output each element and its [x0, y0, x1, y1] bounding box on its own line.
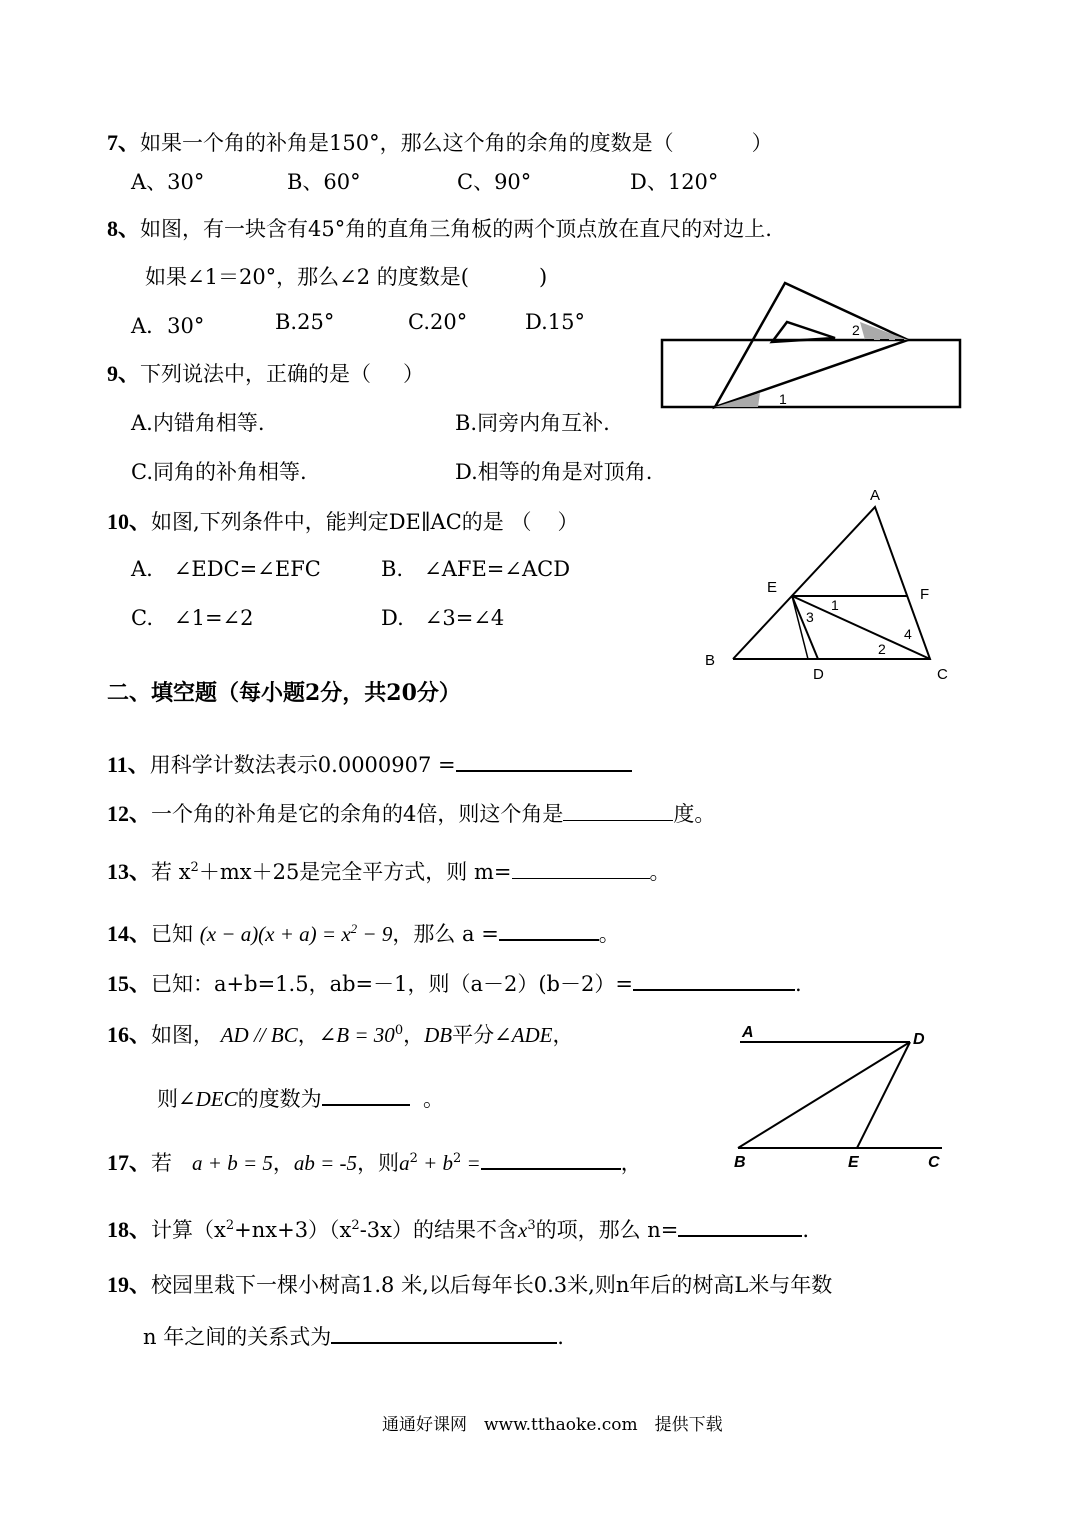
q16-expr2: ∠B = 30: [318, 1023, 395, 1047]
q14-sup: 2: [350, 921, 358, 936]
q8-line2-text: 如果∠1＝20°，那么∠2 的度数是(: [145, 265, 470, 289]
angle-1-label: 1: [779, 391, 787, 407]
q11-number: 11、: [107, 752, 150, 777]
q10-option-a: A. ∠EDC=∠EFC: [131, 557, 321, 581]
label-a: A: [870, 487, 881, 504]
q8-line2: [145, 261, 547, 291]
q18-text: 的项，那么 n=: [535, 1218, 679, 1242]
q8-number: 8、: [107, 216, 141, 241]
q18-expr: x: [518, 1218, 528, 1242]
q18-mid: +nx+3）（x: [234, 1218, 352, 1242]
q15-number: 15、: [107, 971, 152, 996]
q17-number: 17、: [107, 1150, 152, 1175]
q17-tail: ，: [620, 1151, 642, 1175]
q8-option-c: C.20°: [408, 310, 468, 334]
q10-stem: [107, 505, 578, 536]
section-2-heading: 二、填空题（每小题2分，共20分）: [107, 680, 461, 706]
q19: [107, 1268, 832, 1299]
q14-tail: 。: [598, 922, 620, 946]
q7-option-c: C、90°: [457, 170, 532, 194]
q10-figure: [700, 482, 960, 687]
q11: [107, 748, 632, 779]
q7-option-a: A、30°: [131, 170, 205, 194]
q9-number: 9、: [107, 361, 141, 386]
q12: [107, 797, 715, 828]
q12-blank[interactable]: [563, 798, 673, 821]
q11-text: 用科学计数法表示0.0000907 =: [149, 753, 456, 777]
q16: [107, 1018, 574, 1049]
q16-number: 16、: [107, 1022, 152, 1047]
label-d: D: [813, 666, 824, 683]
q16-expr: AD // BC: [220, 1023, 298, 1047]
q18-number: 18、: [107, 1217, 152, 1242]
q19-line2: [143, 1320, 564, 1351]
angle-1-label: 1: [831, 597, 839, 613]
q9-option-b: B.同旁内角互补.: [455, 411, 610, 435]
q8-option-a: A．30°: [131, 314, 205, 338]
q9-close: ）: [403, 362, 425, 386]
q10-option-c: C. ∠1=∠2: [131, 606, 254, 630]
triangle-abc: [733, 507, 930, 659]
q16-line2-tail: 。: [422, 1087, 444, 1111]
label-e: E: [848, 1154, 859, 1171]
q16-blank[interactable]: [322, 1082, 410, 1106]
q13-sup: 2: [190, 860, 199, 875]
q10-number: 10、: [107, 509, 152, 534]
label-b: B: [734, 1154, 746, 1171]
q15: [107, 967, 802, 998]
q12-text: 一个角的补角是它的余角的4倍，则这个角是: [151, 802, 564, 826]
q19-tail: .: [557, 1325, 564, 1349]
q9-option-a: A.内错角相等.: [131, 411, 265, 435]
q17-blank[interactable]: [481, 1146, 621, 1170]
q16-figure: [730, 1020, 950, 1175]
set-square: [715, 283, 908, 407]
q16-sep: ，: [297, 1023, 319, 1047]
q16-expr3: DB: [424, 1023, 453, 1047]
q16-text: 如图，: [151, 1023, 215, 1047]
q16-sup: 0: [394, 1023, 404, 1038]
q19-line2-text: n 年之间的关系式为: [143, 1325, 332, 1349]
q17-sup2: 2: [453, 1151, 462, 1166]
q14-blank[interactable]: [499, 917, 599, 941]
q16-sep2: ，: [403, 1023, 425, 1047]
label-d: D: [913, 1031, 925, 1048]
q18-pre: 计算（x: [151, 1218, 226, 1242]
q10-close: ）: [557, 510, 579, 534]
q18-mid2: -3x）的结果不含: [359, 1218, 518, 1242]
label-f: F: [920, 586, 930, 603]
q8-close: ): [539, 265, 548, 289]
q8-text: 如图，有一块含有45°角的直角三角板的两个顶点放在直尺的对边上.: [140, 217, 772, 241]
q17-expr5: =: [461, 1151, 481, 1175]
label-b: B: [705, 652, 716, 669]
q7-option-d: D、120°: [630, 170, 719, 194]
q8-option-b: B.25°: [275, 310, 335, 334]
q18-sup2: 2: [351, 1218, 360, 1233]
q18-blank[interactable]: [678, 1213, 802, 1237]
q16-expr4: ∠ADE: [494, 1023, 553, 1047]
q13: [107, 855, 671, 886]
q8-figure: [655, 275, 965, 415]
q18: [107, 1213, 809, 1244]
angle-2-label: 2: [852, 322, 860, 338]
q17-expr: a + b = 5: [192, 1151, 273, 1175]
q12-tail: 度。: [673, 802, 716, 826]
q14-expr: (x − a)(x + a) = x: [199, 922, 351, 946]
q16-line2: [157, 1082, 444, 1113]
label-c: C: [928, 1154, 940, 1171]
q13-pre: 若 x: [151, 860, 191, 884]
q13-tail: 。: [649, 860, 671, 884]
angle-3-label: 3: [806, 609, 814, 625]
q17-sup1: 2: [409, 1151, 418, 1166]
q13-text: ＋mx＋25是完全平方式，则 m=: [198, 860, 512, 884]
q7-close: ）: [751, 131, 773, 155]
q7-option-b: B、60°: [287, 170, 361, 194]
q8-option-d: D.15°: [525, 310, 585, 334]
q15-text: 已知：a+b=1.5，ab=－1，则（a－2）(b－2）=: [151, 972, 633, 996]
q8-stem: [107, 212, 772, 243]
q15-blank[interactable]: [633, 967, 795, 991]
q17-expr2: ab = -5: [293, 1151, 358, 1175]
q10-option-d: D. ∠3=∠4: [381, 606, 505, 630]
angle-4-label: 4: [904, 626, 912, 642]
q7-stem: [107, 126, 773, 157]
q16-line2-pre: 则: [157, 1087, 178, 1111]
q14-number: 14、: [107, 921, 152, 946]
q18-tail: .: [802, 1218, 810, 1242]
q15-tail: .: [794, 972, 802, 996]
q7-text: 如果一个角的补角是150°，那么这个角的余角的度数是（: [140, 131, 674, 155]
q17-mid: ，则: [357, 1151, 400, 1175]
q13-number: 13、: [107, 859, 152, 884]
q11-blank[interactable]: [456, 748, 632, 772]
q7-number: 7、: [107, 130, 141, 155]
q17-pre: 若: [151, 1151, 173, 1175]
q12-number: 12、: [107, 801, 152, 826]
q19-blank[interactable]: [331, 1320, 557, 1344]
label-a: A: [742, 1024, 754, 1041]
label-c: C: [937, 666, 948, 683]
footer: 通通好课网 www.tthaoke.com 提供下载: [382, 1415, 723, 1435]
q14-pre: 已知: [151, 922, 194, 946]
q17-expr3: a: [399, 1151, 410, 1175]
q9-option-c: C.同角的补角相等.: [131, 460, 307, 484]
q9-text: 下列说法中，正确的是（: [140, 362, 372, 386]
q13-blank[interactable]: [512, 856, 650, 879]
q18-sup3: 3: [527, 1218, 536, 1233]
q10-option-b: B. ∠AFE=∠ACD: [381, 557, 571, 581]
angle-2-label: 2: [878, 641, 886, 657]
q18-sup1: 2: [225, 1218, 235, 1233]
q17-sep: ，: [272, 1151, 294, 1175]
q14-expr2: − 9: [357, 922, 393, 946]
q16-tail: ，: [552, 1023, 574, 1047]
q9-option-d: D.相等的角是对顶角.: [455, 460, 653, 484]
q16-line2-text: 的度数为: [237, 1087, 322, 1111]
q17: [107, 1146, 642, 1177]
q9-stem: [107, 357, 424, 388]
q19-text: 校园里栽下一棵小树高1.8 米,以后每年长0.3米,则n年后的树高L米与年数: [151, 1273, 833, 1297]
q16-mid: 平分: [452, 1023, 495, 1047]
q19-number: 19、: [107, 1272, 152, 1297]
q10-text: 如图,下列条件中，能判定DE∥AC的是 （: [151, 510, 532, 534]
label-e: E: [767, 579, 778, 596]
q14-mid: ，那么 a =: [392, 922, 499, 946]
q17-expr4: + b: [417, 1151, 454, 1175]
q16-line2-expr: ∠DEC: [178, 1087, 238, 1111]
q14: [107, 917, 620, 948]
